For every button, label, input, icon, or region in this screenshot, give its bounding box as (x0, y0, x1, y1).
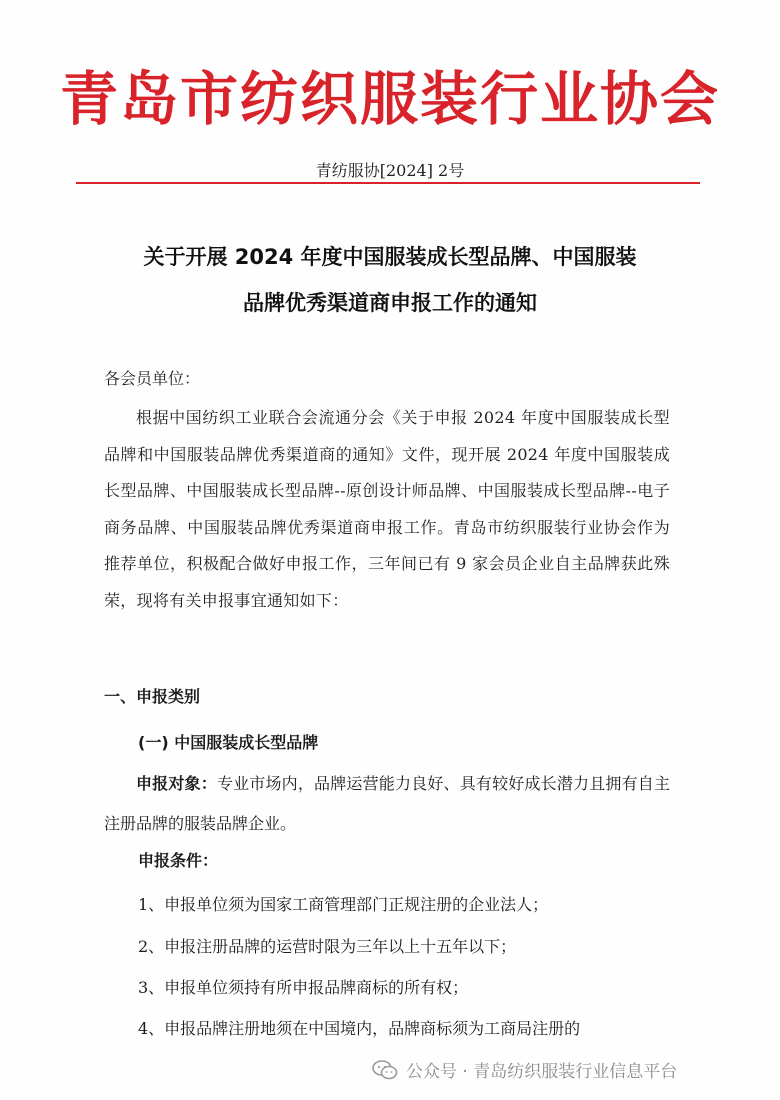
application-target-label: 申报对象： (136, 774, 217, 793)
wechat-icon (372, 1060, 398, 1080)
notice-title (90, 234, 690, 326)
condition-item: 1、申报单位须为国家工商管理部门正规注册的企业法人； (138, 895, 549, 914)
salutation: 各会员单位： (104, 369, 201, 388)
condition-item: 2、申报注册品牌的运营时限为三年以上十五年以下； (138, 937, 517, 956)
intro-paragraph: 根据中国纺织工业联合会流通分会《关于申报 2024 年度中国服装成长型品牌和中国服装品牌优秀渠道商的通知》文件，现开展 2024 年度中国服装成长型品牌、中国服装成长型品牌--原创设计师品牌、中国服装成长型品牌--电子商务品牌、中国服装品牌优秀渠道商申报工作。青岛市纺织服装行业协会作为推荐单位，积极配合做好申报工作，三年间已有 9 家会员企业自主品牌获此殊荣，现将有关申报事宜通知如下： (104, 408, 670, 610)
watermark-text: 公众号 · 青岛纺织服装行业信息平台 (406, 1062, 678, 1082)
association-name-header: 青岛市纺织服装行业协会 (59, 65, 720, 133)
wechat-watermark (372, 1057, 677, 1082)
application-target-paragraph (104, 764, 670, 844)
red-divider-line (76, 182, 700, 184)
notice-title-line-1: 关于开展 2024 年度中国服装成长型品牌、中国服装 (143, 245, 637, 269)
condition-item: 4、申报品牌注册地须在中国境内，品牌商标须为工商局注册的 (138, 1019, 581, 1038)
application-conditions-label: 申报条件： (138, 851, 219, 870)
document-number: 青纺服协[2024] 2号 (315, 161, 465, 180)
section-heading-categories: 一、申报类别 (104, 687, 201, 706)
notice-title-line-2: 品牌优秀渠道商申报工作的通知 (243, 291, 537, 315)
application-target-text: 专业市场内，品牌运营能力良好、具有较好成长潜力且拥有自主注册品牌的服装品牌企业。 (104, 774, 670, 833)
subsection-heading-growth-brand: (一) 中国服装成长型品牌 (138, 733, 319, 752)
condition-item: 3、申报单位须持有所申报品牌商标的所有权； (138, 978, 469, 997)
